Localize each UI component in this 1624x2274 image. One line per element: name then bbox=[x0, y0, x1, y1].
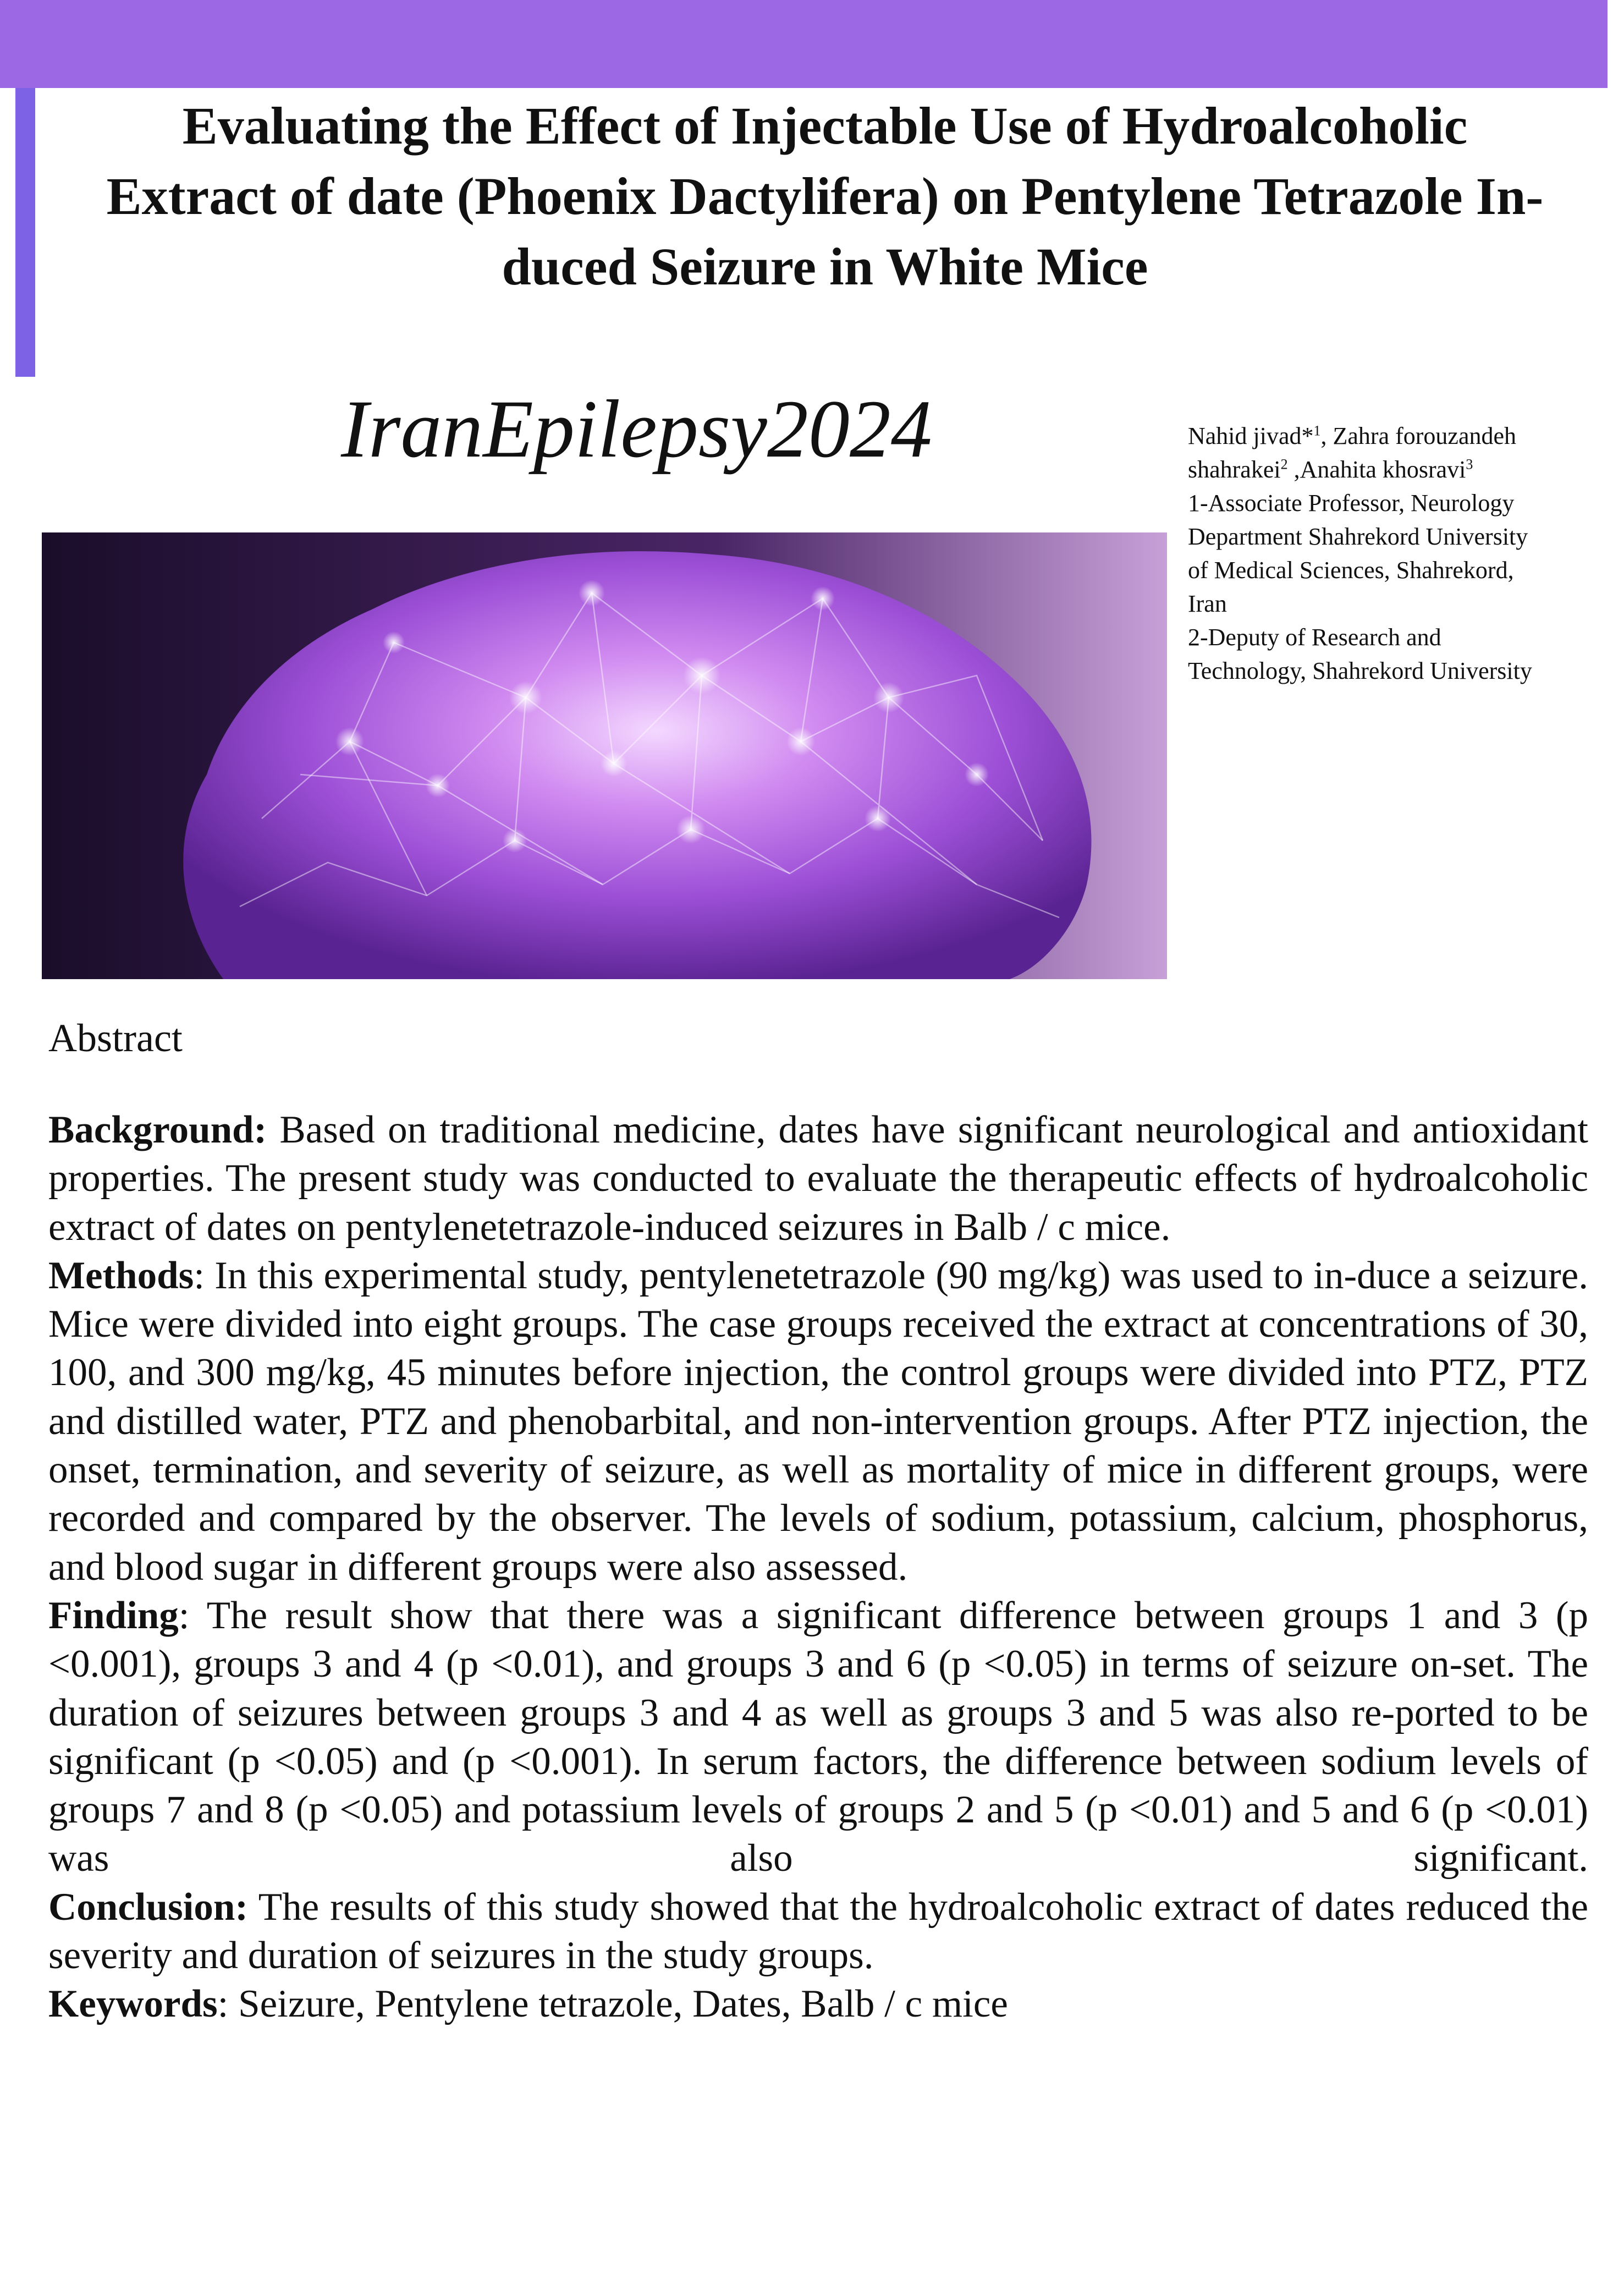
affiliation-line: Technology, Shahrekord University bbox=[1188, 657, 1532, 684]
conference-brand: IranEpilepsy2024 bbox=[341, 383, 932, 475]
author-affiliations bbox=[1188, 419, 1606, 688]
keywords-paragraph bbox=[48, 1980, 1588, 2028]
background-text: Based on traditional medicine, dates have significant neurological and antioxidant properties. The present study was conducted to evaluate the therapeutic effects of hydroalcoholic extract of dates on pentylenetetrazole-induced seizures in Balb / c mice. bbox=[48, 1108, 1588, 1249]
conclusion-paragraph bbox=[48, 1883, 1588, 1980]
methods-paragraph bbox=[48, 1251, 1588, 1591]
author-sep-2: ,Anahita khosravi bbox=[1287, 456, 1466, 483]
author-sep-1: , Zahra forouzandeh bbox=[1320, 422, 1516, 449]
author-sup-1: 1 bbox=[1313, 422, 1321, 439]
author-line-2 bbox=[1188, 453, 1606, 486]
background-label: Background: bbox=[48, 1108, 267, 1151]
author-name-1: Nahid jivad* bbox=[1188, 422, 1314, 449]
poster-title bbox=[55, 91, 1595, 302]
methods-label: Methods bbox=[48, 1254, 194, 1297]
top-accent-band bbox=[0, 0, 1608, 88]
finding-label: Finding bbox=[48, 1594, 179, 1637]
author-sup-2: 2 bbox=[1280, 456, 1288, 473]
conclusion-text: The results of this study showed that the hydroalcoholic extract of dates reduced the severity and duration of seizures in the study groups. bbox=[48, 1885, 1588, 1978]
affiliation-line: of Medical Sciences, Shahrekord, bbox=[1188, 557, 1514, 584]
affiliation-line: 2-Deputy of Research and bbox=[1188, 624, 1441, 651]
affiliation-line: Iran bbox=[1188, 590, 1227, 617]
methods-text: : In this experimental study, pentylenetetrazole (90 mg/kg) was used to in-duce a seizure. Mice were divided into eight groups. The case groups received the extract at concentrations of 30, 100, and 300 mg/kg, 45 minutes before injection, the control groups were divided into PTZ, PTZ and distilled water, PTZ and phenobarbital, and non-intervention groups. After PTZ injection, the onset, termination, and severity of seizure, as well as mortality of mice in different groups, were recorded and compared by the observer. The levels of sodium, potassium, calcium, phosphorus, and blood sugar in different groups were also assessed. bbox=[48, 1254, 1588, 1589]
abstract-body bbox=[48, 1106, 1588, 2029]
keywords-label: Keywords bbox=[48, 1982, 218, 2026]
author-line-1 bbox=[1188, 419, 1606, 453]
conclusion-label: Conclusion: bbox=[48, 1885, 248, 1929]
keywords-text: : Seizure, Pentylene tetrazole, Dates, Balb / c mice bbox=[217, 1982, 1008, 2026]
title-line-1: Evaluating the Effect of Injectable Use of Hydroalcoholic bbox=[182, 96, 1468, 155]
title-line-2: Extract of date (Phoenix Dactylifera) on Pentylene Tetrazole In- bbox=[106, 167, 1544, 226]
author-sup-3: 3 bbox=[1466, 456, 1473, 473]
finding-paragraph bbox=[48, 1591, 1588, 1883]
affiliation-line: Department Shahrekord University bbox=[1188, 523, 1528, 550]
left-accent-bar bbox=[15, 88, 35, 377]
author-name-2: shahrakei bbox=[1188, 456, 1281, 483]
hero-brain-image bbox=[42, 532, 1167, 979]
background-paragraph bbox=[48, 1106, 1588, 1251]
affiliation-line: 1-Associate Professor, Neurology bbox=[1188, 490, 1515, 517]
abstract-heading: Abstract bbox=[48, 1016, 183, 1060]
finding-text: : The result show that there was a significant difference between groups 1 and 3 (p <0.001), groups 3 and 4 (p <0.01), and groups 3 and 6 (p <0.05) in terms of seizure on-set. The duration of seizures between groups 3 and 4 as well as groups 3 and 5 was also re-ported to be significant (p <0.05) and (p <0.001). In serum factors, the difference between sodium levels of groups 7 and 8 (p <0.05) and potassium levels of groups 2 and 5 (p <0.01) and 5 and 6 (p <0.01) was also significant. bbox=[48, 1594, 1588, 1880]
title-line-3: duced Seizure in White Mice bbox=[502, 237, 1148, 296]
